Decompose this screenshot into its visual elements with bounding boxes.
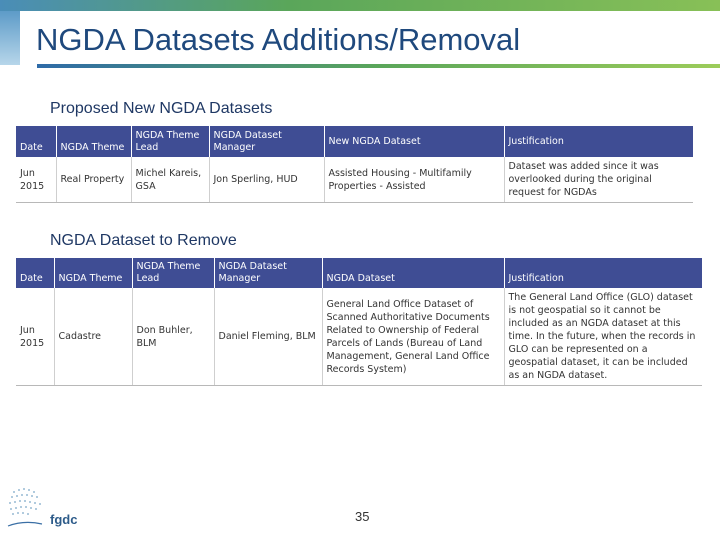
table-row bbox=[16, 157, 693, 203]
table-header-row bbox=[16, 126, 693, 157]
fgdc-logo bbox=[4, 484, 94, 534]
top-accent-bar bbox=[0, 0, 720, 11]
cell-dataset: General Land Office Dataset of Scanned Authoritative Documents Related to Ownership of Federal Parcels of Lands (Bureau of Land Management, General Land Office Records System) bbox=[322, 288, 504, 386]
slide-title: NGDA Datasets Additions/Removal bbox=[36, 22, 521, 57]
column-header-new-dataset: New NGDA Dataset bbox=[324, 126, 504, 157]
title-underline bbox=[37, 64, 720, 68]
column-header-dataset-manager: NGDA Dataset Manager bbox=[214, 258, 322, 288]
cell-date: Jun 2015 bbox=[16, 157, 56, 203]
cell-theme: Cadastre bbox=[54, 288, 132, 386]
cell-theme-lead: Don Buhler, BLM bbox=[132, 288, 214, 386]
column-header-justification: Justification bbox=[504, 126, 693, 157]
cell-date: Jun 2015 bbox=[16, 288, 54, 386]
column-header-date: Date bbox=[16, 126, 56, 157]
page-number: 35 bbox=[355, 509, 370, 524]
table-row bbox=[16, 288, 702, 386]
cell-theme: Real Property bbox=[56, 157, 131, 203]
remove-datasets-table bbox=[16, 258, 702, 386]
column-header-theme: NGDA Theme bbox=[54, 258, 132, 288]
cell-dataset-manager: Daniel Fleming, BLM bbox=[214, 288, 322, 386]
column-header-justification: Justification bbox=[504, 258, 702, 288]
left-accent-bar bbox=[0, 11, 20, 65]
column-header-date: Date bbox=[16, 258, 54, 288]
cell-justification: Dataset was added since it was overlooked during the original request for NGDAs bbox=[504, 157, 693, 203]
section-heading-proposed: Proposed New NGDA Datasets bbox=[50, 100, 273, 117]
globe-dots-icon bbox=[9, 488, 41, 515]
section-heading-remove: NGDA Dataset to Remove bbox=[50, 232, 237, 249]
column-header-theme-lead: NGDA Theme Lead bbox=[131, 126, 209, 157]
cell-justification: The General Land Office (GLO) dataset is not geospatial so it cannot be included as an NGDA dataset at this time. In the future, when the records in GLO can be represented on a geospatial dataset, it can be included as an NGDA dataset. bbox=[504, 288, 702, 386]
table-header-row bbox=[16, 258, 702, 288]
swoosh-icon bbox=[8, 522, 42, 526]
cell-dataset-manager: Jon Sperling, HUD bbox=[209, 157, 324, 203]
column-header-theme-lead: NGDA Theme Lead bbox=[132, 258, 214, 288]
column-header-dataset-manager: NGDA Dataset Manager bbox=[209, 126, 324, 157]
logo-wordmark: fgdc bbox=[50, 512, 78, 527]
column-header-theme: NGDA Theme bbox=[56, 126, 131, 157]
proposed-datasets-table bbox=[16, 126, 693, 203]
column-header-dataset: NGDA Dataset bbox=[322, 258, 504, 288]
cell-dataset: Assisted Housing - Multifamily Properties - Assisted bbox=[324, 157, 504, 203]
cell-theme-lead: Michel Kareis, GSA bbox=[131, 157, 209, 203]
